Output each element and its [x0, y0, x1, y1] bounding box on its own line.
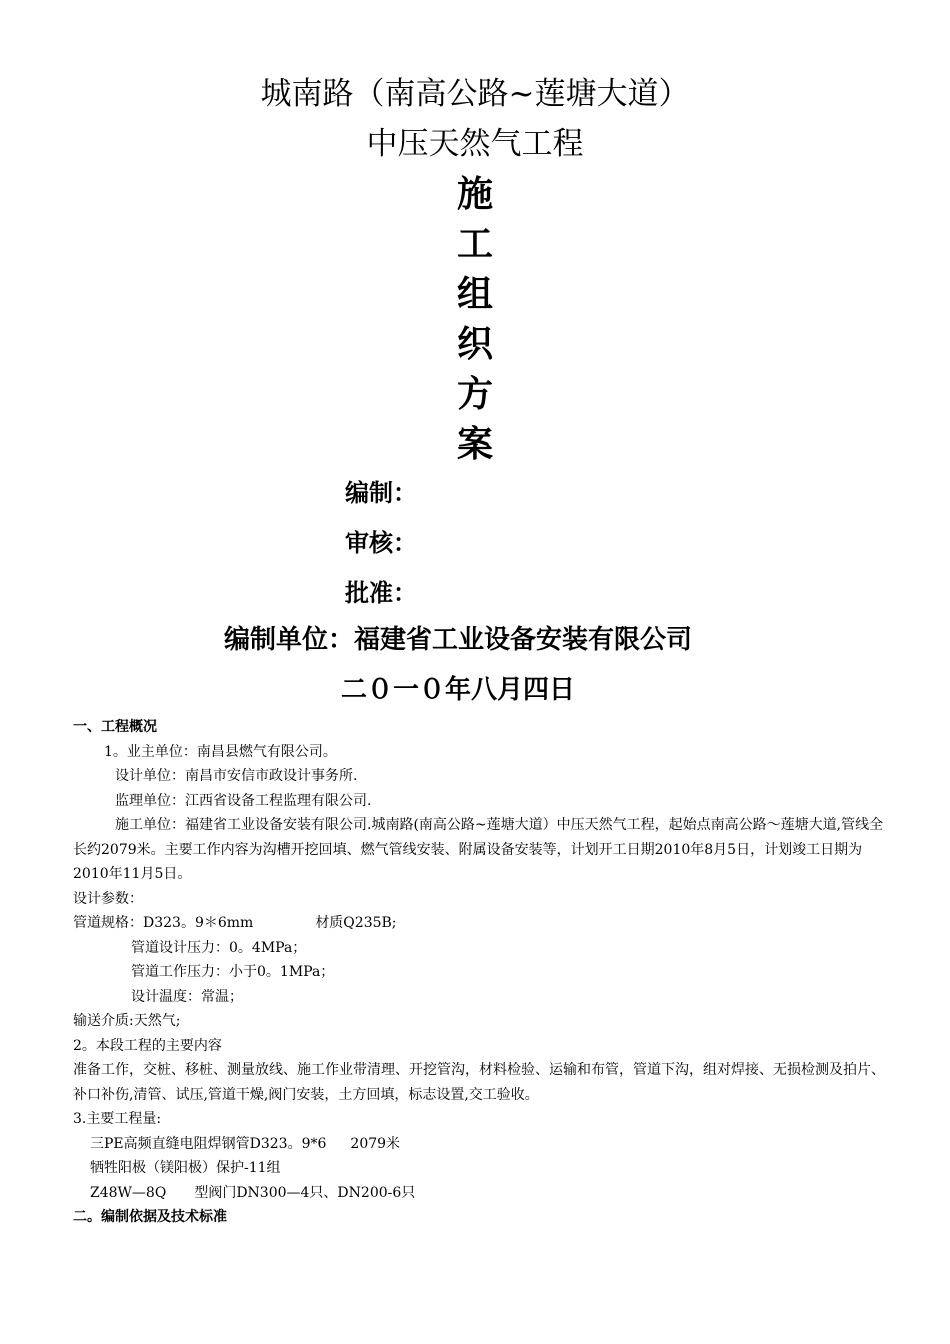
approved-by-label: 批准：: [345, 579, 417, 607]
compiling-unit: 编制单位：福建省工业设备安装有限公司: [223, 625, 692, 655]
compiled-by-label: 编制：: [345, 479, 417, 507]
vertical-title-char: 施: [456, 174, 493, 215]
pipe-material: 材质Q235B;: [315, 915, 397, 931]
quantity-line: [73, 1181, 895, 1206]
pipe-spec: 管道规格：D323。9＊6mm: [73, 915, 254, 931]
design-pressure-line: 管道设计压力：0。4MPa；: [131, 939, 307, 956]
supervisor-line: 监理单位：江西省设备工程监理有限公司.: [115, 792, 372, 809]
valve-model: Z48W—8Q: [90, 1184, 167, 1201]
vertical-title-char: 案: [456, 424, 493, 465]
main-content-title: 2。本段工程的主要内容: [73, 1037, 222, 1054]
owner-line: 1。业主单位：南昌县燃气有限公司。: [104, 743, 337, 760]
designer-line: 设计单位：南昌市安信市政设计事务所.: [115, 768, 358, 784]
vertical-title-char: 方: [456, 374, 493, 415]
section-heading-overview: 一、工程概况: [73, 719, 157, 735]
reviewed-by-label: 审核：: [345, 529, 417, 557]
pipe-spec-line: [73, 911, 895, 936]
quantity-pipe-length: 2079米: [350, 1135, 401, 1152]
work-pressure-line: 管道工作压力：小于0。1MPa；: [131, 964, 335, 980]
quantity-pipe: 三PE高频直缝电阻焊钢管D323。9*6: [90, 1135, 327, 1152]
section-heading-basis: 二。编制依据及技术标准: [73, 1209, 227, 1225]
project-title-line2: 中压天然气工程: [366, 126, 584, 162]
document-date: 二０一０年八月四日: [340, 675, 575, 705]
design-temp-line: 设计温度：常温；: [131, 988, 243, 1005]
vertical-title-char: 织: [456, 324, 493, 365]
main-content-paragraph: 准备工作，交桩、移桩、测量放线、施工作业带清理、开挖管沟，材料检验、运输和布管，管道下沟，组对焊接、无损检测及拍片、补口补伤,清管、试压,管道干燥,阀门安装，土方回填，标志设置,交工验收。: [73, 1062, 885, 1103]
project-title-line1: 城南路（南高公路~莲塘大道）: [260, 76, 690, 112]
construction-paragraph: 施工单位：福建省工业设备安装有限公司.城南路(南高公路~莲塘大道）中压天然气工程，起始点南高公路～莲塘大道,管线全长约2079米。主要工作内容为沟槽开挖回填、燃气管线安装、附属设备安装等，计划开工日期2010年8月5日，计划竣工日期为2010年11月5日。: [73, 817, 884, 882]
document-body: [73, 715, 895, 1230]
design-params-label: 设计参数：: [73, 890, 143, 907]
quantity-line: [73, 1132, 895, 1157]
valve-count: 型阀门DN300—4只、DN200-6只: [194, 1184, 416, 1201]
medium-line: 输送介质:天然气;: [73, 1013, 181, 1029]
vertical-title-char: 组: [456, 274, 493, 315]
quantity-line: 牺牲阳极（镁阳极）保护-11组: [90, 1160, 281, 1176]
vertical-title-char: 工: [456, 224, 493, 265]
quantities-title: 3.主要工程量:: [73, 1111, 162, 1127]
